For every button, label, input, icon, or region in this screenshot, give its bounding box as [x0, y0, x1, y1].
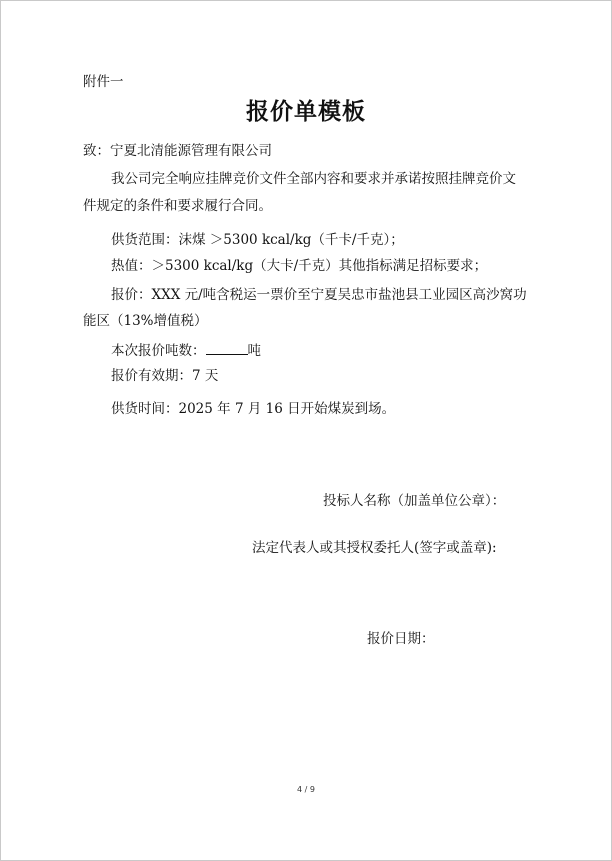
price-line-2: 能区（13%增值税） [83, 313, 208, 329]
legal-representative-label: 法定代表人或其授权委托人(签字或盖章): [252, 540, 497, 556]
page-number: 4 / 9 [297, 785, 315, 794]
tonnage-label: 本次报价吨数： [111, 343, 206, 359]
quote-date-label: 报价日期： [367, 631, 435, 647]
bidder-name-label: 投标人名称（加盖单位公章）： [323, 493, 506, 509]
attachment-label: 附件一 [83, 74, 124, 90]
validity-period: 报价有效期：7 天 [111, 368, 219, 384]
addressee: 致：宁夏北清能源管理有限公司 [83, 143, 272, 159]
price-line-1: 报价：XXX 元/吨含税运一票价至宁夏吴忠市盐池县工业园区高沙窝功 [111, 287, 527, 303]
tonnage-line [111, 341, 261, 360]
supply-scope: 供货范围：沫煤 ＞5300 kcal/kg（千卡/千克）； [111, 232, 404, 248]
commitment-line-2: 件规定的条件和要求履行合同。 [83, 198, 272, 214]
heat-value: 热值：＞5300 kcal/kg（大卡/千克）其他指标满足招标要求； [111, 258, 488, 274]
tonnage-unit: 吨 [247, 343, 261, 359]
commitment-line-1: 我公司完全响应挂牌竞价文件全部内容和要求并承诺按照挂牌竞价文 [111, 171, 516, 187]
tonnage-blank-field[interactable] [206, 341, 248, 355]
supply-time: 供货时间：2025 年 7 月 16 日开始煤炭到场。 [111, 401, 396, 417]
page-title: 报价单模板 [246, 98, 366, 125]
